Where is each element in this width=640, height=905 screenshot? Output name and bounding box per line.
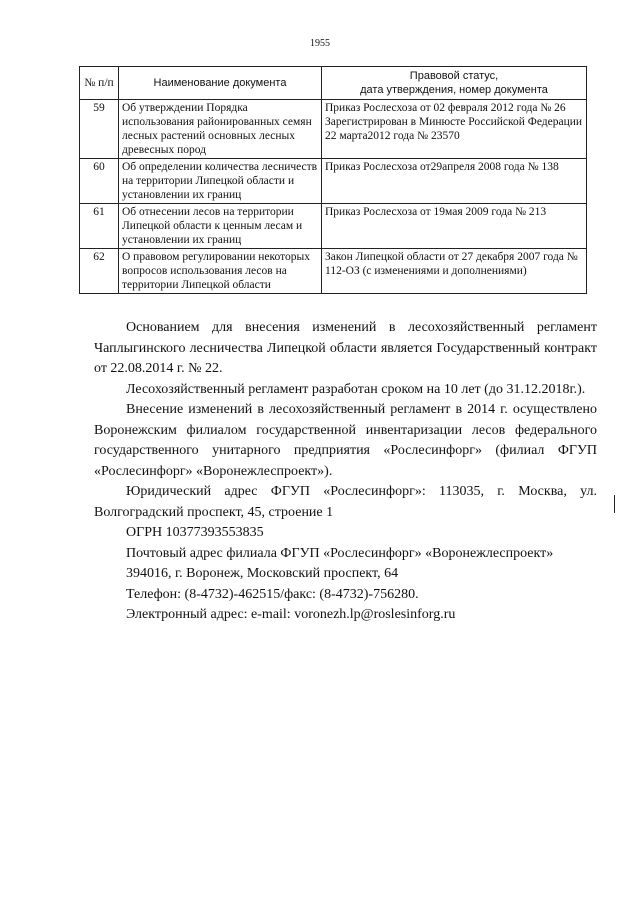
header-status-line1: Правовой статус, (409, 70, 499, 82)
table-row (80, 204, 587, 249)
row-num: 59 (80, 100, 119, 159)
row-name: Об определении количества лесничеств на территории Липецкой области и установлении их границ (119, 159, 322, 204)
header-name: Наименование документа (119, 67, 322, 100)
postal-address-label: Почтовый адрес филиала ФГУП «Рослесинфорг» «Воронежлеспроект» (126, 545, 554, 561)
row-status (322, 100, 587, 159)
row-status: Приказ Рослесхоза от29апреля 2008 года № 138 (322, 159, 587, 204)
row-status: Приказ Рослесхоза от 19мая 2009 года № 213 (322, 204, 587, 249)
row-name: О правовом регулировании некоторых вопросов использования лесов на территории Липецкой области (119, 249, 322, 294)
row-status: Закон Липецкой области от 27 декабря 2007 года № 112-ОЗ (с изменениями и дополнениями) (322, 249, 587, 294)
legal-address: Юридический адрес ФГУП «Рослесинфорг»: 113035, г. Москва, ул. Волгоградский проспект, 45, строение 1 (94, 484, 597, 520)
row-num: 62 (80, 249, 119, 294)
paragraph-term: Лесохозяйственный регламент разработан сроком на 10 лет (до 31.12.2018г.). (126, 381, 586, 397)
postal-address: 394016, г. Воронеж, Московский проспект, 64 (126, 566, 399, 581)
body-text (94, 318, 597, 626)
header-status-line2: дата утверждения, номер документа (360, 84, 548, 96)
row-name: Об утверждении Порядка использования районированных семян лесных растений основных лесных древесных пород (119, 100, 322, 159)
table-row (80, 100, 587, 159)
row-status-main: Приказ Рослесхоза от 02 февраля 2012 года № 26 (325, 102, 566, 114)
phone-fax: Телефон: (8-4732)-462515/факс: (8-4732)-756280. (126, 586, 419, 602)
email-address: Электронный адрес: e-mail: voronezh.lp@roslesinforg.ru (126, 607, 456, 622)
paragraph-basis: Основанием для внесения изменений в лесохозяйственный регламент Чаплыгинского лесничества Липецкой области является Государственный контракт от 22.08.2014 г. № 22. (94, 320, 597, 376)
page-number: 1955 (310, 38, 330, 49)
margin-mark (614, 495, 615, 513)
paragraph-executor: Внесение изменений в лесохозяйственный регламент в 2014 г. осуществлено Воронежским филиалом государственной инвентаризации лесов федерального государственного унитарного предприятия «Рослесинфорг» (филиал ФГУП «Рослесинфорг» «Воронежлеспроект»). (94, 402, 597, 479)
header-status (322, 67, 587, 100)
header-num: № п/п (80, 67, 119, 100)
row-status-extra: Зарегистрирован в Минюсте Российской Федерации 22 марта2012 года № 23570 (325, 116, 583, 142)
table-row (80, 249, 587, 294)
table-row (80, 159, 587, 204)
documents-table (79, 66, 587, 294)
row-num: 60 (80, 159, 119, 204)
table-header-row (80, 67, 587, 100)
row-num: 61 (80, 204, 119, 249)
row-name: Об отнесении лесов на территории Липецкой области к ценным лесам и установлении их границ (119, 204, 322, 249)
ogrn: ОГРН 10377393553835 (126, 525, 264, 540)
